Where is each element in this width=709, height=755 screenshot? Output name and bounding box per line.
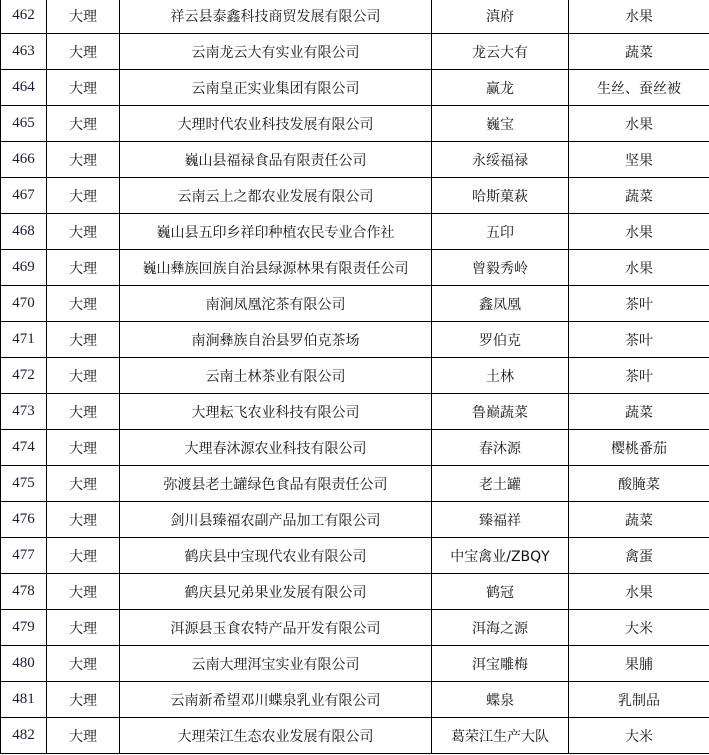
company-cell: 云南大理洱宝实业有限公司: [120, 646, 432, 682]
company-cell: 洱源县玉食农特产品开发有限公司: [120, 610, 432, 646]
company-cell: 南涧凤凰沱茶有限公司: [120, 286, 432, 322]
row-number: 465: [1, 106, 47, 142]
row-number: 478: [1, 574, 47, 610]
brand-cell: 中宝禽业/ZBQY: [432, 538, 569, 574]
brand-cell: 永绥福禄: [432, 142, 569, 178]
region-cell: 大理: [47, 70, 120, 106]
table-body: [1, 0, 709, 754]
region-cell: 大理: [47, 574, 120, 610]
brand-cell: 巍宝: [432, 106, 569, 142]
table-row: [1, 214, 709, 250]
product-cell: 水果: [569, 106, 709, 142]
table-row: [1, 430, 709, 466]
table-row: [1, 142, 709, 178]
row-number: 471: [1, 322, 47, 358]
table-row: [1, 178, 709, 214]
company-cell: 云南皇正实业集团有限公司: [120, 70, 432, 106]
company-cell: 大理耘飞农业科技有限公司: [120, 394, 432, 430]
region-cell: 大理: [47, 34, 120, 70]
row-number: 482: [1, 718, 47, 754]
company-cell: 云南云上之都农业发展有限公司: [120, 178, 432, 214]
table-row: [1, 394, 709, 430]
table-row: [1, 718, 709, 754]
company-cell: 弥渡县老土罐绿色食品有限责任公司: [120, 466, 432, 502]
brand-cell: 鲁巅蔬菜: [432, 394, 569, 430]
region-cell: 大理: [47, 250, 120, 286]
company-cell: 大理时代农业科技发展有限公司: [120, 106, 432, 142]
brand-cell: 洱宝雕梅: [432, 646, 569, 682]
company-cell: 大理荣江生态农业发展有限公司: [120, 718, 432, 754]
table-row: [1, 610, 709, 646]
product-cell: 蔬菜: [569, 34, 709, 70]
product-cell: 茶叶: [569, 358, 709, 394]
table-row: [1, 574, 709, 610]
row-number: 481: [1, 682, 47, 718]
product-cell: 禽蛋: [569, 538, 709, 574]
brand-cell: 鹤冠: [432, 574, 569, 610]
product-cell: 蔬菜: [569, 178, 709, 214]
row-number: 473: [1, 394, 47, 430]
table-row: [1, 358, 709, 394]
region-cell: 大理: [47, 682, 120, 718]
company-cell: 云南龙云大有实业有限公司: [120, 34, 432, 70]
product-cell: 坚果: [569, 142, 709, 178]
region-cell: 大理: [47, 646, 120, 682]
company-cell: 鹤庆县兄弟果业发展有限公司: [120, 574, 432, 610]
company-cell: 云南新希望邓川蝶泉乳业有限公司: [120, 682, 432, 718]
table-row: [1, 106, 709, 142]
region-cell: 大理: [47, 358, 120, 394]
table-row: [1, 646, 709, 682]
region-cell: 大理: [47, 322, 120, 358]
product-cell: 樱桃番茄: [569, 430, 709, 466]
product-cell: 果脯: [569, 646, 709, 682]
product-cell: 水果: [569, 250, 709, 286]
company-cell: 大理春沐源农业科技有限公司: [120, 430, 432, 466]
row-number: 470: [1, 286, 47, 322]
product-cell: 蔬菜: [569, 394, 709, 430]
product-cell: 大米: [569, 718, 709, 754]
product-cell: 蔬菜: [569, 502, 709, 538]
row-number: 480: [1, 646, 47, 682]
product-cell: 乳制品: [569, 682, 709, 718]
row-number: 466: [1, 142, 47, 178]
region-cell: 大理: [47, 106, 120, 142]
brand-cell: 葛荣江生产大队: [432, 718, 569, 754]
region-cell: 大理: [47, 142, 120, 178]
region-cell: 大理: [47, 178, 120, 214]
table-row: [1, 250, 709, 286]
table-row: [1, 538, 709, 574]
product-cell: 茶叶: [569, 322, 709, 358]
brand-cell: 老土罐: [432, 466, 569, 502]
brand-cell: 滇府: [432, 0, 569, 34]
brand-cell: 洱海之源: [432, 610, 569, 646]
brand-cell: 土林: [432, 358, 569, 394]
product-cell: 酸腌菜: [569, 466, 709, 502]
row-number: 477: [1, 538, 47, 574]
company-cell: 鹤庆县中宝现代农业有限公司: [120, 538, 432, 574]
region-cell: 大理: [47, 0, 120, 34]
row-number: 468: [1, 214, 47, 250]
row-number: 462: [1, 0, 47, 34]
company-cell: 祥云县泰鑫科技商贸发展有限公司: [120, 0, 432, 34]
table-row: [1, 34, 709, 70]
table-row: [1, 502, 709, 538]
brand-cell: 罗伯克: [432, 322, 569, 358]
row-number: 463: [1, 34, 47, 70]
product-cell: 大米: [569, 610, 709, 646]
region-cell: 大理: [47, 430, 120, 466]
brand-cell: 蝶泉: [432, 682, 569, 718]
region-cell: 大理: [47, 394, 120, 430]
row-number: 464: [1, 70, 47, 106]
product-cell: 生丝、蚕丝被: [569, 70, 709, 106]
product-cell: 水果: [569, 214, 709, 250]
region-cell: 大理: [47, 718, 120, 754]
company-cell: 巍山县福禄食品有限责任公司: [120, 142, 432, 178]
row-number: 467: [1, 178, 47, 214]
region-cell: 大理: [47, 286, 120, 322]
region-cell: 大理: [47, 610, 120, 646]
table-row: [1, 286, 709, 322]
row-number: 479: [1, 610, 47, 646]
brand-cell: 哈斯菓萩: [432, 178, 569, 214]
region-cell: 大理: [47, 502, 120, 538]
brand-cell: 龙云大有: [432, 34, 569, 70]
region-cell: 大理: [47, 214, 120, 250]
row-number: 475: [1, 466, 47, 502]
brand-cell: 曾毅秀岭: [432, 250, 569, 286]
table-row: [1, 466, 709, 502]
row-number: 469: [1, 250, 47, 286]
company-cell: 剑川县臻福农副产品加工有限公司: [120, 502, 432, 538]
table-row: [1, 0, 709, 34]
row-number: 476: [1, 502, 47, 538]
product-cell: 茶叶: [569, 286, 709, 322]
region-cell: 大理: [47, 466, 120, 502]
company-cell: 云南土林茶业有限公司: [120, 358, 432, 394]
table-row: [1, 322, 709, 358]
brand-cell: 春沐源: [432, 430, 569, 466]
brand-cell: 五印: [432, 214, 569, 250]
product-cell: 水果: [569, 0, 709, 34]
brand-cell: 赢龙: [432, 70, 569, 106]
table-row: [1, 70, 709, 106]
brand-cell: 臻福祥: [432, 502, 569, 538]
product-cell: 水果: [569, 574, 709, 610]
company-cell: 巍山彝族回族自治县绿源林果有限责任公司: [120, 250, 432, 286]
company-cell: 巍山县五印乡祥印种植农民专业合作社: [120, 214, 432, 250]
table-row: [1, 682, 709, 718]
row-number: 472: [1, 358, 47, 394]
company-cell: 南涧彝族自治县罗伯克茶场: [120, 322, 432, 358]
region-cell: 大理: [47, 538, 120, 574]
row-number: 474: [1, 430, 47, 466]
brand-cell: 鑫凤凰: [432, 286, 569, 322]
